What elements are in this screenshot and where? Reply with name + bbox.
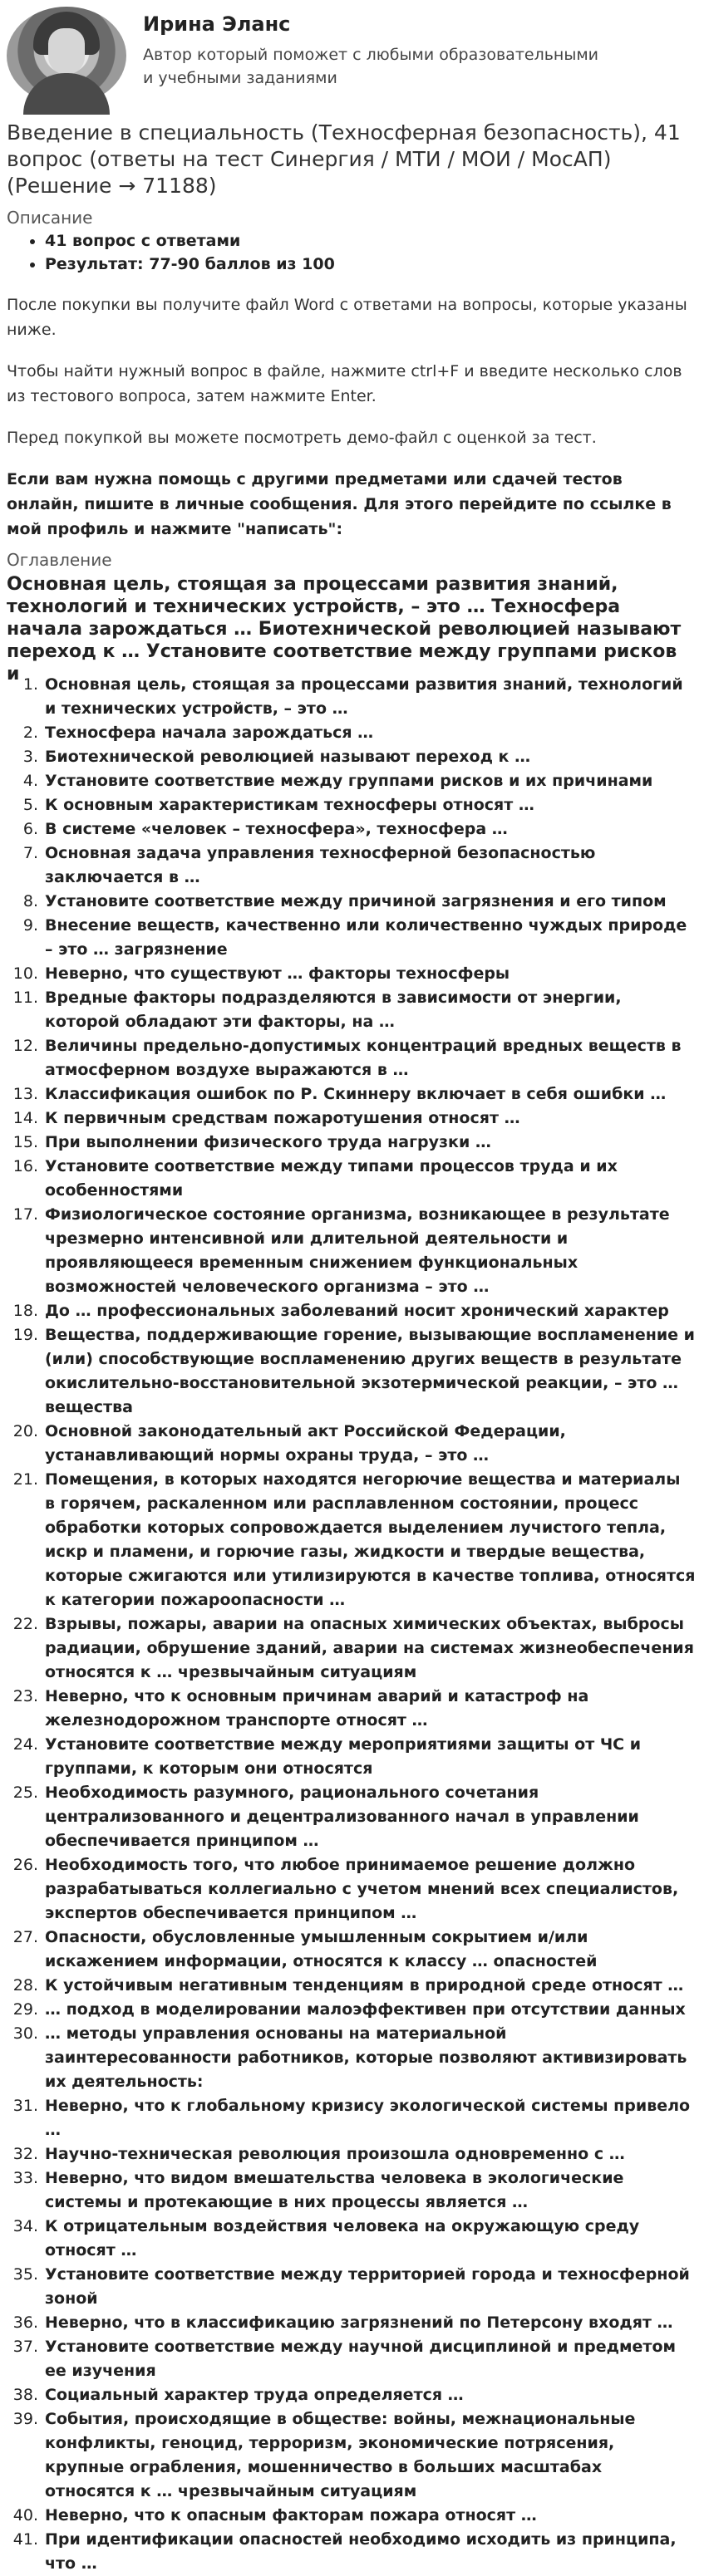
- list-item-number: 3.: [22, 748, 38, 766]
- list-item: [10, 841, 696, 890]
- list-item-number: 15.: [12, 1133, 38, 1151]
- list-item-text: Вещества, поддерживающие горение, вызывающие воспламенение и (или) способствующие воспламенению других веществ в результате окислительно-восстановительной экзотермической реакции, – это … вещества: [45, 1326, 695, 1416]
- list-item: [10, 1106, 696, 1131]
- list-item: [10, 721, 696, 745]
- list-item-number: 12.: [12, 1037, 38, 1055]
- list-item: [10, 2528, 696, 2576]
- list-item-number: 26.: [12, 1856, 38, 1874]
- list-item-number: 2.: [22, 724, 38, 742]
- list-item: [10, 2383, 696, 2407]
- list-item: [10, 1685, 696, 1733]
- list-item-text: Установите соответствие между мероприятиями защиты от ЧС и группами, к которым они относятся: [45, 1735, 642, 1778]
- list-item-number: 34.: [12, 2217, 38, 2235]
- list-item-number: 6.: [22, 820, 38, 838]
- list-item-number: 8.: [22, 892, 38, 910]
- list-item: [10, 1468, 696, 1612]
- list-item-text: Научно-техническая революция произошла одновременно с …: [45, 2145, 625, 2163]
- list-item-number: 38.: [12, 2386, 38, 2404]
- list-item-number: 33.: [12, 2169, 38, 2187]
- list-item: [10, 1853, 696, 1926]
- list-item: [10, 1612, 696, 1685]
- list-item-text: Неверно, что видом вмешательства человека в экологические системы и протекающие в них процессы является …: [45, 2169, 624, 2211]
- list-item: [10, 890, 696, 914]
- list-item-number: 11.: [12, 989, 38, 1007]
- list-item: [10, 1155, 696, 1203]
- list-item: [10, 745, 696, 769]
- list-item-number: 22.: [12, 1615, 38, 1633]
- list-item-text: Неверно, что к глобальному кризису экологической системы привело …: [45, 2097, 691, 2139]
- purchase-info: После покупки вы получите файл Word с ответами на вопросы, которые указаны ниже.: [7, 296, 687, 339]
- list-item-text: Неверно, что к опасным факторам пожара относят …: [45, 2506, 537, 2524]
- list-item-text: Основная задача управления техносферной безопасностью заключается в …: [45, 844, 596, 886]
- list-item-number: 25.: [12, 1784, 38, 1802]
- list-item-text: Неверно, что существуют … факторы техносферы: [45, 964, 510, 983]
- list-item-text: Вредные факторы подразделяются в зависимости от энергии, которой обладают эти факторы, на …: [45, 989, 622, 1031]
- list-item: [10, 2263, 696, 2311]
- author-avatar-icon[interactable]: [7, 7, 126, 105]
- list-item-text: Техносфера начала зарождаться …: [45, 724, 374, 742]
- list-item-number: 35.: [12, 2265, 38, 2284]
- list-item-text: До … профессиональных заболеваний носит хронический характер: [45, 1302, 669, 1320]
- list-item-text: … подход в моделировании малоэффективен при отсутствии данных: [45, 2000, 686, 2019]
- list-item-text: При выполнении физического труда нагрузки …: [45, 1133, 491, 1151]
- list-item-number: 16.: [12, 1157, 38, 1175]
- list-item-text: Установите соответствие между научной дисциплиной и предметом ее изучения: [45, 2338, 677, 2380]
- list-item-text: Установите соответствие между типами процессов труда и их особенностями: [45, 1157, 618, 1200]
- list-item-number: 24.: [12, 1735, 38, 1754]
- list-item-number: 37.: [12, 2338, 38, 2356]
- list-item: [10, 1998, 696, 2022]
- list-item-number: 4.: [22, 772, 38, 790]
- list-item-text: Биотехнической революцией называют переход к …: [45, 748, 531, 766]
- list-item: [10, 2215, 696, 2263]
- list-item-number: 20.: [12, 1422, 38, 1440]
- list-item-text: События, происходящие в обществе: войны, межнациональные конфликты, геноцид, терроризм, экономические потрясения, крупные ограбления, мошенничество в больших масштабах относятся к … чрезвычайным ситуациям: [45, 2410, 636, 2500]
- list-item: [10, 1974, 696, 1998]
- list-item-number: 39.: [12, 2410, 38, 2428]
- page-title: Введение в специальность (Техносферная безопасность), 41 вопрос (ответы на тест Синергия / МТИ / МОИ / МосАП) (Решение → 71188): [7, 120, 681, 198]
- list-item-number: 36.: [12, 2313, 38, 2332]
- list-item: [10, 817, 696, 841]
- list-item-number: 1.: [22, 675, 38, 694]
- questions-list: [7, 673, 696, 2576]
- list-item-number: 18.: [12, 1302, 38, 1320]
- list-item-text: Внесение веществ, качественно или количественно чуждых природе – это … загрязнение: [45, 916, 687, 959]
- list-item: [10, 914, 696, 962]
- list-item: [10, 2022, 696, 2094]
- author-card: [7, 0, 696, 115]
- list-item-number: 10.: [12, 964, 38, 983]
- list-item-number: 7.: [22, 844, 38, 862]
- list-item: [10, 1733, 696, 1781]
- summary-item: • 41 вопрос с ответами: [45, 229, 696, 253]
- demo-file-note: Перед покупкой вы можете посмотреть демо-файл с оценкой за тест.: [7, 429, 597, 447]
- help-text: Если вам нужна помощь с другими предметами или сдачей тестов онлайн, пишите в личные сообщения. Для этого перейдите по ссылке в мой профиль и нажмите "написать":: [7, 470, 672, 538]
- list-item: [10, 2504, 696, 2528]
- list-item-text: Физиологическое состояние организма, возникающее в результате чрезмерно интенсивной или длительной деятельности и проявляющееся временным снижением функциональных возможностей человеческого организма – это …: [45, 1205, 670, 1296]
- list-item-text: К основным характеристикам техносферы относят …: [45, 796, 534, 814]
- list-item-text: Опасности, обусловленные умышленным сокрытием и/или искажением информации, относятся к классу … опасностей: [45, 1928, 598, 1970]
- list-item: [10, 793, 696, 817]
- list-item-number: 31.: [12, 2097, 38, 2115]
- list-item: [10, 2311, 696, 2335]
- search-instructions: Чтобы найти нужный вопрос в файле, нажмите ctrl+F и введите несколько слов из тестового вопроса, затем нажмите Enter.: [7, 362, 682, 405]
- summary-list: [7, 229, 696, 276]
- list-item: [10, 1299, 696, 1323]
- list-item: [10, 1420, 696, 1468]
- list-item-number: 41.: [12, 2530, 38, 2549]
- list-item-text: Основной законодательный акт Российской Федерации, устанавливающий нормы охраны труда, – это …: [45, 1422, 566, 1465]
- list-item-text: Неверно, что к основным причинам аварий и катастроф на железнодорожном транспорте относят …: [45, 1687, 589, 1730]
- list-item-number: 40.: [12, 2506, 38, 2524]
- list-item: [10, 2335, 696, 2383]
- list-item-text: К первичным средствам пожаротушения относят …: [45, 1109, 520, 1127]
- list-item: [10, 1082, 696, 1106]
- description-label: Описание: [7, 208, 93, 228]
- list-item-number: 17.: [12, 1205, 38, 1224]
- list-item-text: В системе «человек – техносфера», техносфера …: [45, 820, 508, 838]
- list-item: [10, 2094, 696, 2142]
- list-item-number: 28.: [12, 1976, 38, 1995]
- author-description: Автор который поможет с любыми образовательными и учебными заданиями: [143, 46, 599, 87]
- list-item-text: Классификация ошибок по Р. Скиннеру включает в себя ошибки …: [45, 1085, 667, 1103]
- list-item-text: Установите соответствие между группами рисков и их причинами: [45, 772, 653, 790]
- list-item: [10, 1034, 696, 1082]
- summary-item: • Результат: 77-90 баллов из 100: [45, 253, 696, 276]
- list-item-text: Взрывы, пожары, аварии на опасных химических объектах, выбросы радиации, обрушение зданий, аварии на системах жизнеобеспечения относятся к … чрезвычайным ситуациям: [45, 1615, 694, 1681]
- list-item-text: Необходимость разумного, рационального сочетания централизованного и децентрализованного начал в управлении обеспечивается принципом …: [45, 1784, 639, 1850]
- author-info: [143, 7, 608, 90]
- list-item: [10, 769, 696, 793]
- list-item-text: К отрицательным воздействия человека на окружающую среду относят …: [45, 2217, 640, 2260]
- toc-heading: Основная цель, стоящая за процессами развития знаний, технологий и технических устройств, – это … Техносфера начала зарождаться … Биотехнической революцией называют переход к … Установите соответствие между группами рисков и: [7, 574, 682, 684]
- list-item: [10, 2166, 696, 2215]
- list-item-text: Установите соответствие между территорией города и техносферной зоной: [45, 2265, 690, 2308]
- list-item-text: … методы управления основаны на материальной заинтересованности работников, которые позволяют активизировать их деятельность:: [45, 2024, 687, 2091]
- list-item-text: Величины предельно-допустимых концентраций вредных веществ в атмосферном воздухе выражаются в …: [45, 1037, 682, 1079]
- list-item: [10, 673, 696, 721]
- list-item-text: Необходимость того, что любое принимаемое решение должно разрабатываться коллегиально с учетом мнений всех специалистов, экспертов обеспечивается принципом …: [45, 1856, 679, 1922]
- list-item: [10, 2407, 696, 2504]
- list-item-text: Неверно, что в классификацию загрязнений по Петерсону входят …: [45, 2313, 673, 2332]
- list-item-number: 29.: [12, 2000, 38, 2019]
- list-item-text: Помещения, в которых находятся негорючие вещества и материалы в горячем, раскаленном или расплавленном состоянии, процесс обработки которых сопровождается выделением лучистого тепла, искр и пламени, и горючие газы, жидкости и твердые вещества, которые сжигаются или утилизируются в качестве топлива, относятся к категории пожароопасности …: [45, 1470, 696, 1609]
- list-item-number: 32.: [12, 2145, 38, 2163]
- list-item-number: 14.: [12, 1109, 38, 1127]
- list-item-number: 13.: [12, 1085, 38, 1103]
- list-item: [10, 1781, 696, 1853]
- list-item: [10, 1203, 696, 1299]
- list-item-text: Основная цель, стоящая за процессами развития знаний, технологий и технических устройств, – это …: [45, 675, 683, 718]
- list-item-number: 30.: [12, 2024, 38, 2043]
- list-item-text: При идентификации опасностей необходимо исходить из принципа, что …: [45, 2530, 677, 2573]
- list-item: [10, 1323, 696, 1420]
- list-item-number: 5.: [22, 796, 38, 814]
- list-item-number: 19.: [12, 1326, 38, 1344]
- list-item: [10, 1926, 696, 1974]
- list-item-text: Установите соответствие между причиной загрязнения и его типом: [45, 892, 667, 910]
- list-item-number: 23.: [12, 1687, 38, 1705]
- list-item: [10, 1131, 696, 1155]
- list-item: [10, 2142, 696, 2166]
- list-item: [10, 986, 696, 1034]
- author-name[interactable]: Ирина Эланс: [143, 12, 291, 36]
- list-item-text: К устойчивым негативным тенденциям в природной среде относят …: [45, 1976, 684, 1995]
- list-item-number: 27.: [12, 1928, 38, 1946]
- list-item: [10, 962, 696, 986]
- list-item-text: Социальный характер труда определяется …: [45, 2386, 464, 2404]
- list-item-number: 21.: [12, 1470, 38, 1489]
- toc-label: Оглавление: [7, 550, 112, 570]
- list-item-number: 9.: [22, 916, 38, 935]
